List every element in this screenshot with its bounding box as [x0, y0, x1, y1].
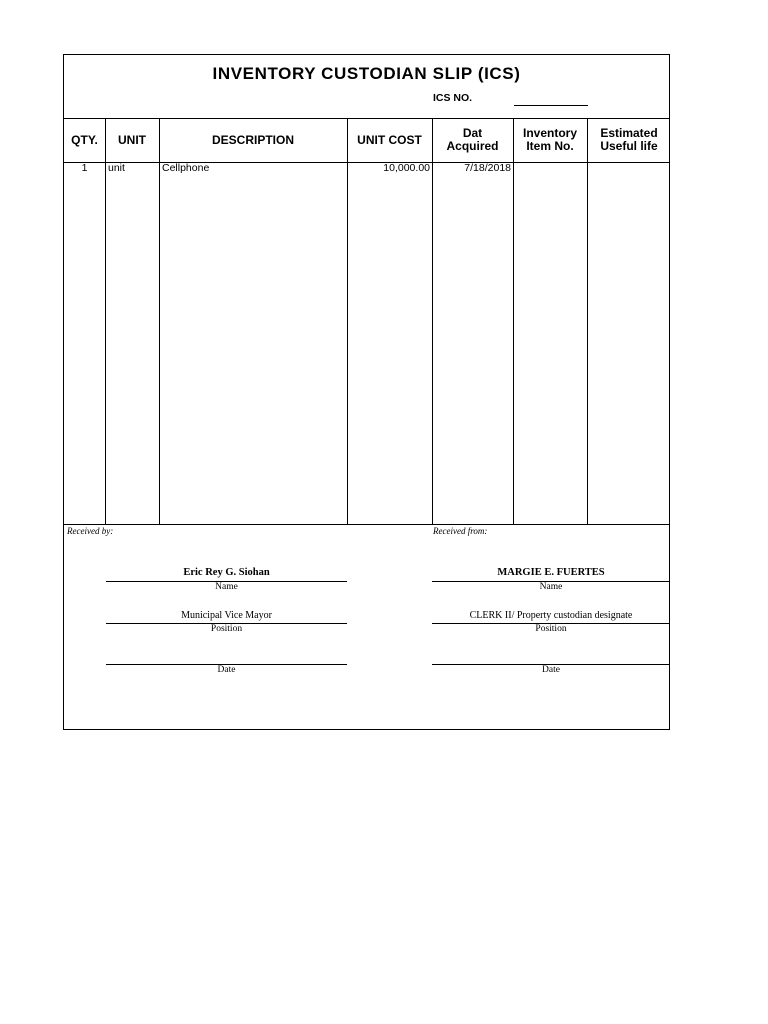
header-unit-cost: UNIT COST — [357, 132, 422, 147]
received-from-label: Received from: — [433, 526, 488, 536]
header-unit: UNIT — [118, 132, 146, 147]
form-title: INVENTORY CUSTODIAN SLIP (ICS) — [212, 64, 521, 83]
received-by-label: Received by: — [67, 526, 114, 536]
cell-date-acquired: 7/18/2018 — [464, 162, 511, 174]
received-from-name-caption: Name — [539, 582, 563, 592]
received-from-date-caption: Date — [542, 665, 560, 675]
header-estimated-useful-life: Estimated Useful life — [600, 126, 658, 153]
cell-unit: unit — [108, 162, 125, 174]
cell-unit-cost: 10,000.00 — [383, 162, 430, 174]
received-from-position: CLERK II/ Property custodian designate — [469, 610, 633, 621]
col-divider — [513, 118, 514, 524]
col-divider — [347, 118, 348, 524]
col-divider — [159, 118, 160, 524]
header-qty: QTY. — [71, 132, 98, 147]
received-by-name: Eric Rey G. Siohan — [183, 567, 270, 578]
header-date-acquired: Dat Acquired — [446, 126, 499, 153]
header-description: DESCRIPTION — [211, 132, 294, 147]
received-from-position-caption: Position — [535, 624, 567, 634]
header-inventory-item-no: Inventory Item No. — [522, 126, 577, 153]
ics-no-field[interactable] — [514, 105, 588, 106]
col-divider — [105, 118, 106, 524]
ics-form — [63, 54, 670, 730]
received-by-position-caption: Position — [210, 624, 243, 634]
cell-qty: 1 — [81, 162, 88, 174]
ics-no-label: ICS NO. — [433, 92, 473, 104]
received-from-name: MARGIE E. FUERTES — [497, 567, 605, 578]
received-by-date-caption: Date — [217, 665, 236, 675]
cell-description: Cellphone — [162, 162, 210, 174]
col-divider — [587, 118, 588, 524]
received-by-name-caption: Name — [215, 582, 238, 592]
received-by-position: Municipal Vice Mayor — [181, 610, 272, 621]
col-divider — [432, 118, 433, 524]
table-bottom-border — [64, 524, 669, 525]
